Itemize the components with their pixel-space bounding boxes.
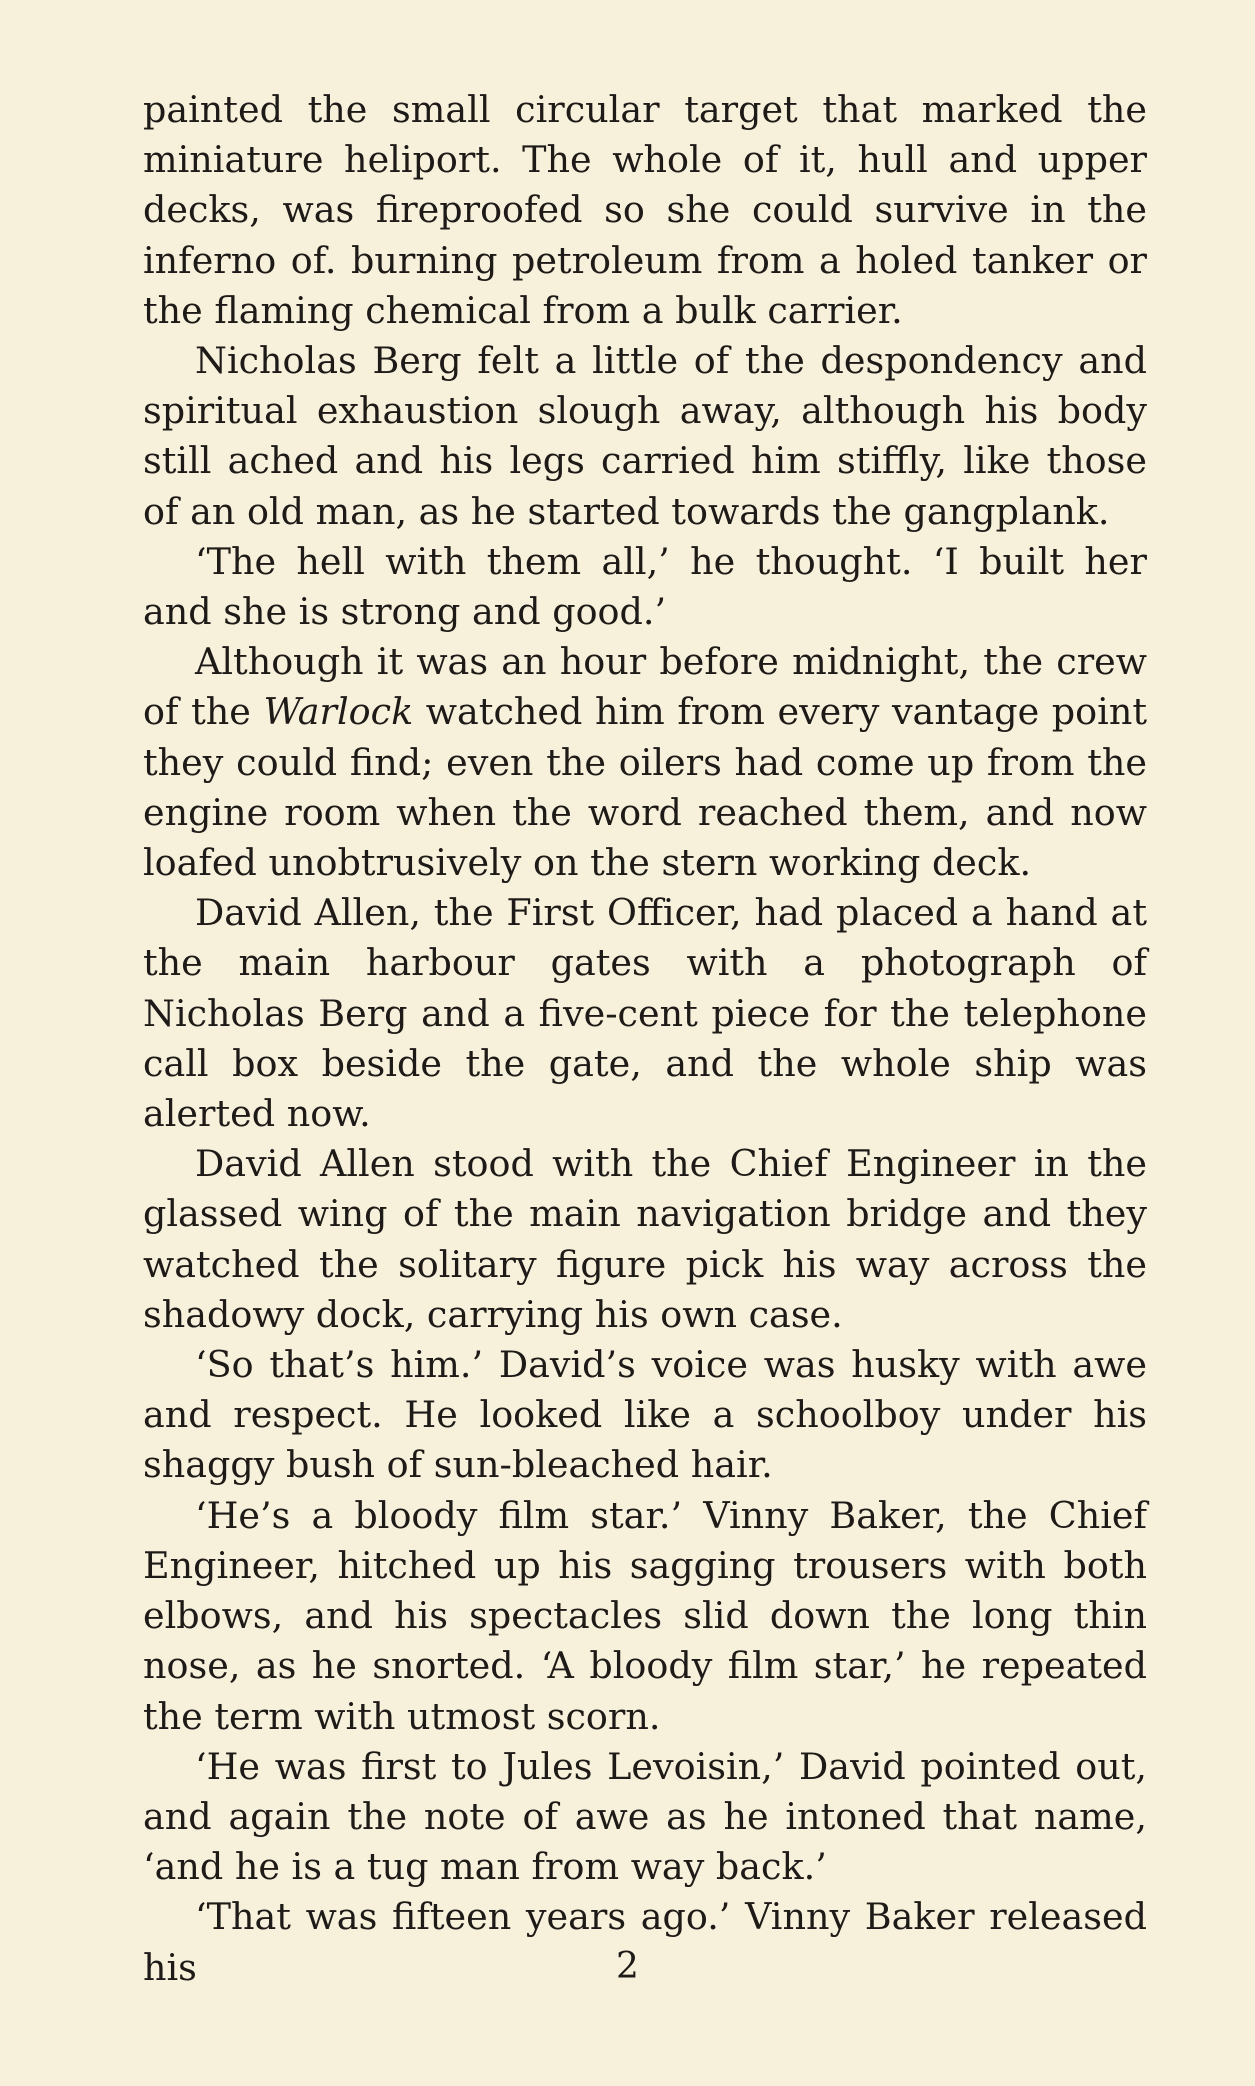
paragraph: David Allen stood with the Chief Engineer in the glassed wing of the main navigation bridge and they watched the solitary figure pick his way across the shadowy dock, carrying his own case. [143, 1142, 1147, 1336]
page-number: 2 [616, 1946, 639, 1987]
paragraph: ‘He was first to Jules Levoisin,’ David pointed out, and again the note of awe as he intoned that name, ‘and he is a tug man from way back.’ [143, 1744, 1147, 1889]
body-text [143, 85, 1147, 1993]
paragraph: ‘That was fifteen years ago.’ Vinny Baker released his [143, 1895, 1147, 1989]
ship-name: Warlock [263, 690, 414, 734]
paragraph: David Allen, the First Officer, had placed a hand at the main harbour gates with a photograph of Nicholas Berg and a five-cent piece for the telephone call box beside the gate, and the whole ship was alerted now. [143, 891, 1147, 1136]
paragraph: ‘So that’s him.’ David’s voice was husky with awe and respect. He looked like a schoolboy under his shaggy bush of sun-bleached hair. [143, 1343, 1147, 1487]
paragraph: ‘He’s a bloody film star.’ Vinny Baker, the Chief Engineer, hitched up his sagging trousers with both elbows, and his spectacles slid down the long thin nose, as he snorted. ‘A bloody film star,’ he repeated the term with utmost scorn. [143, 1493, 1147, 1738]
paragraph-text: Although it was an hour before midnight, the crew of the [143, 640, 1147, 734]
paragraph-text: watched him from every vantage point they could find; even the oilers had come up from the engine room when the word reached them, and now loafed unobtrusively on the stern working deck. [143, 690, 1147, 885]
paragraph: Nicholas Berg felt a little of the despondency and spiritual exhaustion slough away, although his body still ached and his legs carried him stiffly, like those of an old man, as he started towards the gangplank. [143, 339, 1147, 533]
paragraph [143, 637, 1147, 888]
paragraph: ‘The hell with them all,’ he thought. ‘I built her and she is strong and good.’ [143, 539, 1147, 634]
paragraph: painted the small circular target that marked the miniature heliport. The whole of it, hull and upper decks, was fireproofed so she could survive in the inferno of. burning petroleum from a holed tanker or the flaming chemical from a bulk carrier. [143, 88, 1147, 332]
